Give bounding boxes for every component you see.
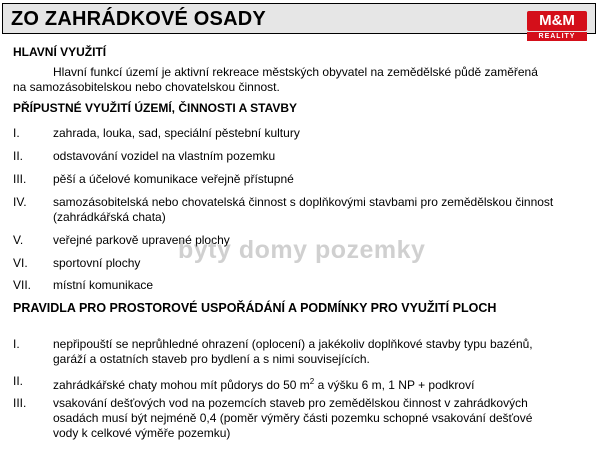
list-number: V. bbox=[13, 233, 24, 247]
heading-pravidla: PRAVIDLA PRO PROSTOROVÉ USPOŘÁDÁNÍ A PODMÍNKY PRO VYUŽITÍ PLOCH bbox=[13, 301, 497, 315]
list-number: I. bbox=[13, 126, 20, 140]
list-item-continuation: vody k celkové výměře pozemku) bbox=[53, 426, 231, 440]
heading-pripustne: PŘÍPUSTNÉ VYUŽITÍ ÚZEMÍ, ČINNOSTI A STAVBY bbox=[13, 101, 298, 115]
title-bar bbox=[2, 3, 596, 34]
list-item: místní komunikace bbox=[53, 278, 154, 292]
list-item: nepřipouští se neprůhledné ohrazení (oplocení) a jakékoliv doplňkové stavby typu bazénů, bbox=[53, 337, 533, 351]
list-item: pěší a účelové komunikace veřejně přístupné bbox=[53, 172, 294, 186]
list-item: odstavování vozidel na vlastním pozemku bbox=[53, 149, 276, 163]
list-number: III. bbox=[13, 172, 27, 186]
hlavni-text-line1: Hlavní funkcí území je aktivní rekreace městských obyvatel na zemědělské půdě zaměřená bbox=[53, 65, 538, 79]
item-text-pre: zahrádkářské chaty mohou mít půdorys do 50 m bbox=[53, 378, 310, 392]
list-item: veřejné parkově upravené plochy bbox=[53, 233, 230, 247]
list-number: III. bbox=[13, 396, 27, 410]
list-item: samozásobitelská nebo chovatelská činnost s doplňkovými stavbami pro zemědělskou činnost bbox=[53, 195, 554, 209]
list-item-continuation: garáží a ostatních staveb pro bydlení a s nimi souvisejících. bbox=[53, 352, 370, 366]
heading-hlavni-vyuziti: HLAVNÍ VYUŽITÍ bbox=[13, 45, 107, 59]
list-item-continuation: (zahrádkářská chata) bbox=[53, 210, 166, 224]
list-item: sportovní plochy bbox=[53, 256, 141, 270]
item-text-post: a výšku 6 m, 1 NP + podkroví bbox=[314, 378, 475, 392]
list-item-continuation: osadách musí být nejméně 0,4 (poměr výměry části pozemku schopné vsakování dešťové bbox=[53, 411, 533, 425]
logo-main-text: M&M bbox=[527, 11, 587, 31]
list-number: VI. bbox=[13, 256, 28, 270]
superscript-2: 2 bbox=[309, 377, 315, 386]
list-number: VII. bbox=[13, 278, 32, 292]
list-item bbox=[53, 374, 474, 393]
list-item: zahrada, louka, sad, speciální pěstební kultury bbox=[53, 126, 300, 140]
list-item: vsakování dešťových vod na pozemcích staveb pro zemědělskou činnost v zahrádkových bbox=[53, 396, 528, 410]
hlavni-text-line2: na samozásobitelskou nebo chovatelskou činnost. bbox=[13, 80, 280, 94]
logo-sub-text: REALITY bbox=[527, 32, 587, 41]
mm-reality-logo bbox=[527, 11, 587, 41]
list-number: IV. bbox=[13, 195, 27, 209]
list-number: II. bbox=[13, 374, 24, 388]
list-number: II. bbox=[13, 149, 24, 163]
page-title: ZO ZAHRÁDKOVÉ OSADY bbox=[11, 8, 266, 30]
list-number: I. bbox=[13, 337, 20, 351]
watermark-text: byty domy pozemky bbox=[178, 236, 426, 264]
